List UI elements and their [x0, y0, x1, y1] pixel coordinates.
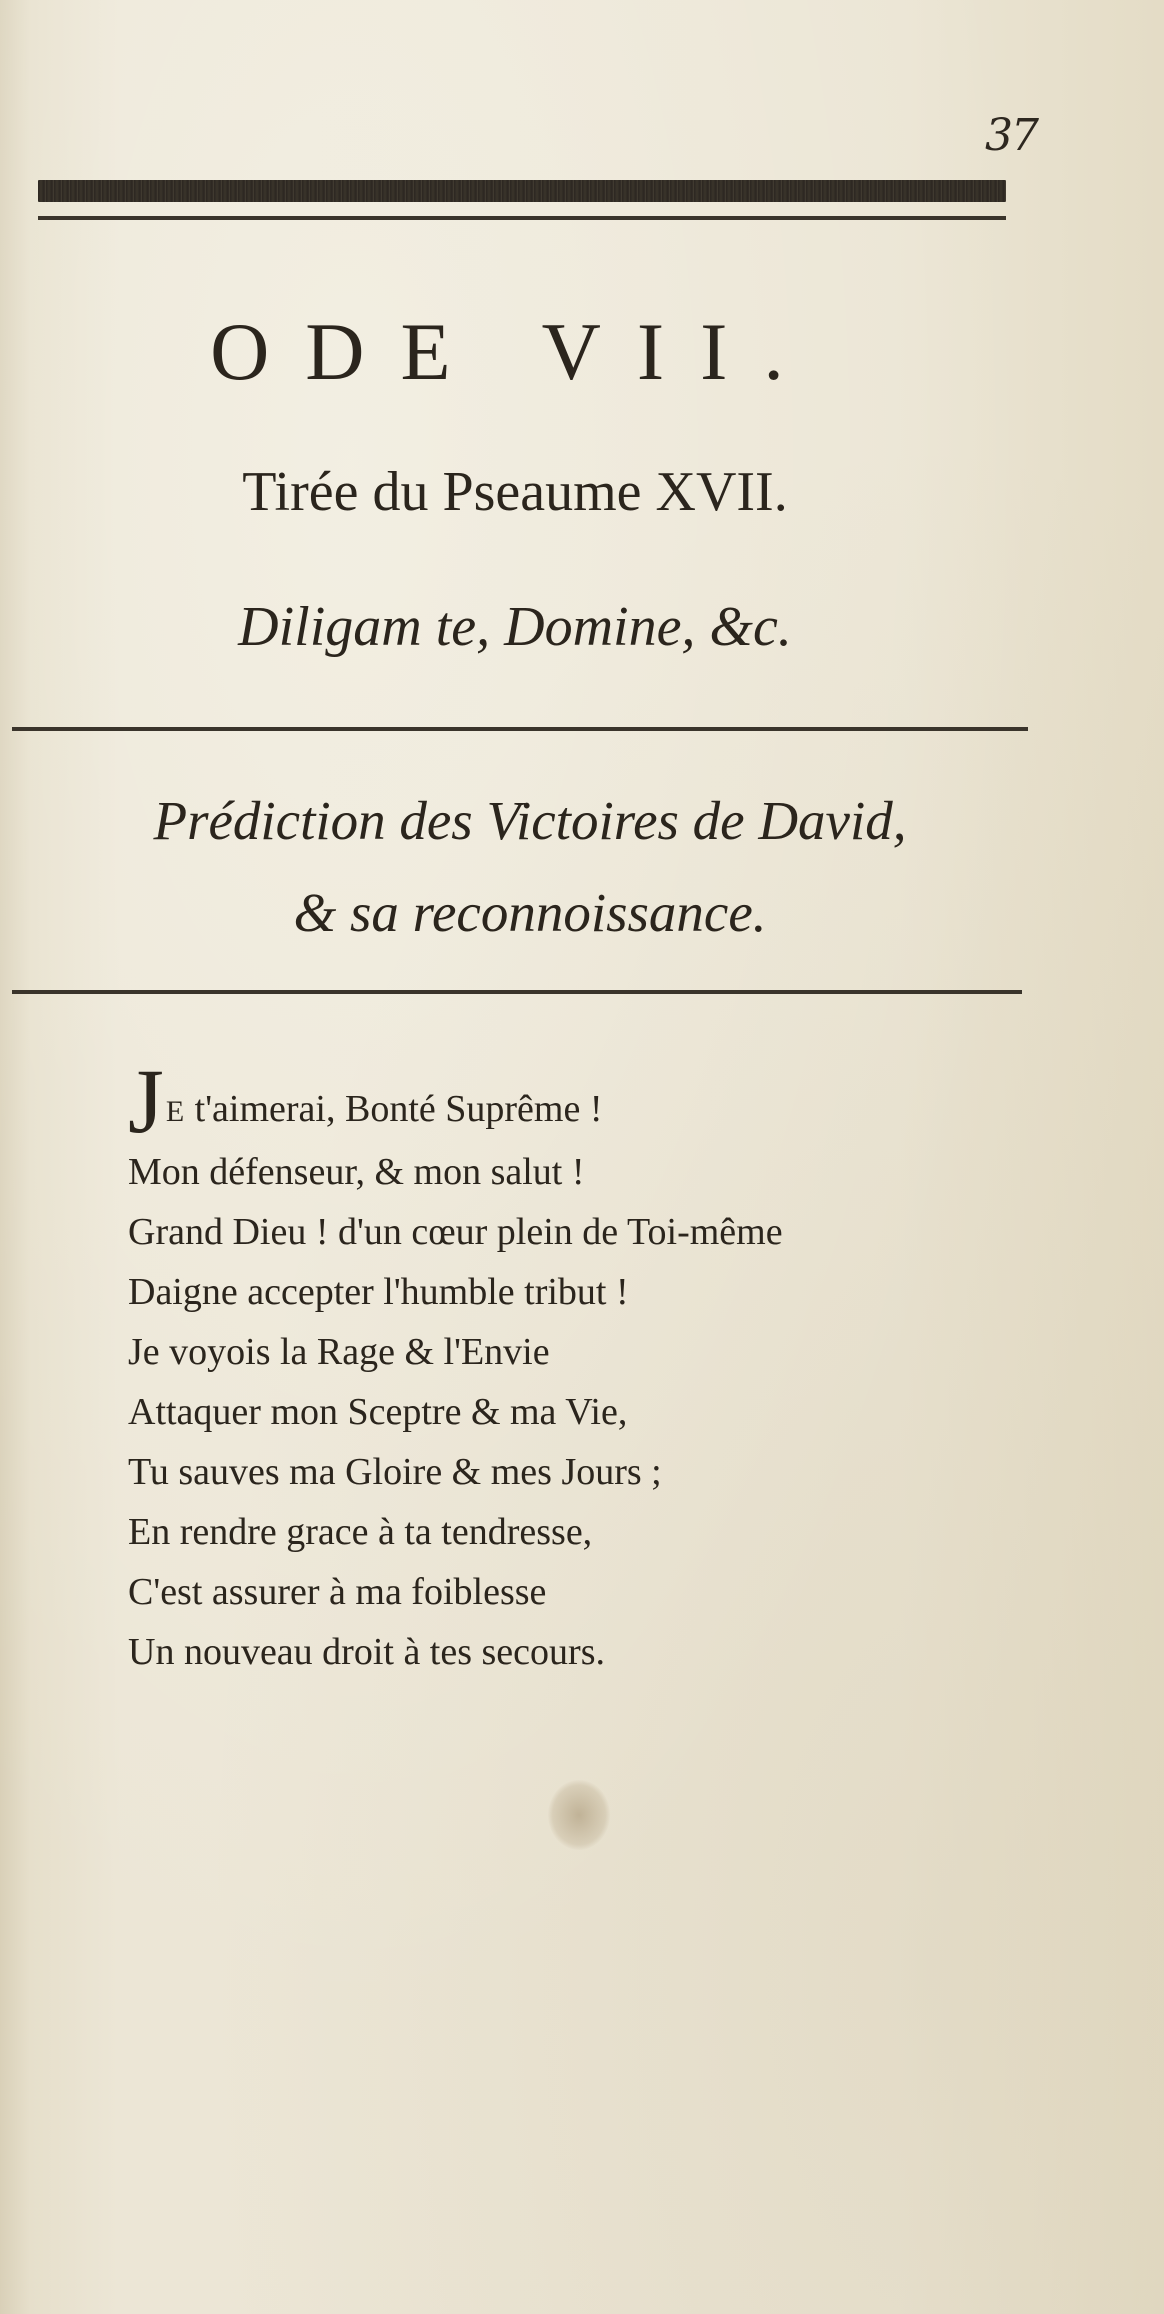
ode-title: ODE VII. [210, 306, 820, 397]
verse-line-2: Mon défenseur, & mon salut ! [128, 1151, 585, 1193]
verse-line-8: En rendre grace à ta tendresse, [128, 1511, 593, 1553]
verse-line-6: Attaquer mon Sceptre & ma Vie, [128, 1391, 628, 1433]
latin-incipit: Diligam te, Domine, &c. [238, 596, 792, 658]
verse-line-7: Tu sauves ma Gloire & mes Jours ; [128, 1451, 662, 1493]
first-line-text: t'aimerai, Bonté Suprême ! [185, 1088, 603, 1130]
drop-initial: J [128, 1050, 164, 1152]
argument-line-2: & sa reconnoissance. [293, 882, 767, 943]
verse-line-10: Un nouveau droit à tes secours. [128, 1631, 605, 1673]
ode-subtitle: Tirée du Pseaume XVII. [242, 461, 788, 523]
verse-line-1 [128, 1050, 1028, 1152]
section-rule-lower [12, 990, 1022, 994]
page-number: 37 [985, 110, 1037, 161]
argument-line-1: Prédiction des Victoires de David, [153, 790, 907, 851]
verse-line-3: Grand Dieu ! d'un cœur plein de Toi-même [128, 1211, 783, 1253]
header-double-rule-thick [38, 180, 1006, 202]
poem-stanza [128, 1050, 1028, 1682]
verse-line-5: Je voyois la Rage & l'Envie [128, 1331, 550, 1373]
section-rule-upper [12, 727, 1028, 731]
ode-argument [20, 775, 1040, 959]
verse-line-4: Daigne accepter l'humble tribut ! [128, 1271, 629, 1313]
header-double-rule-thin [38, 216, 1006, 220]
paper-stain [548, 1780, 610, 1850]
verse-line-9: C'est assurer à ma foiblesse [128, 1571, 547, 1613]
first-line-capital: E [165, 1095, 186, 1128]
